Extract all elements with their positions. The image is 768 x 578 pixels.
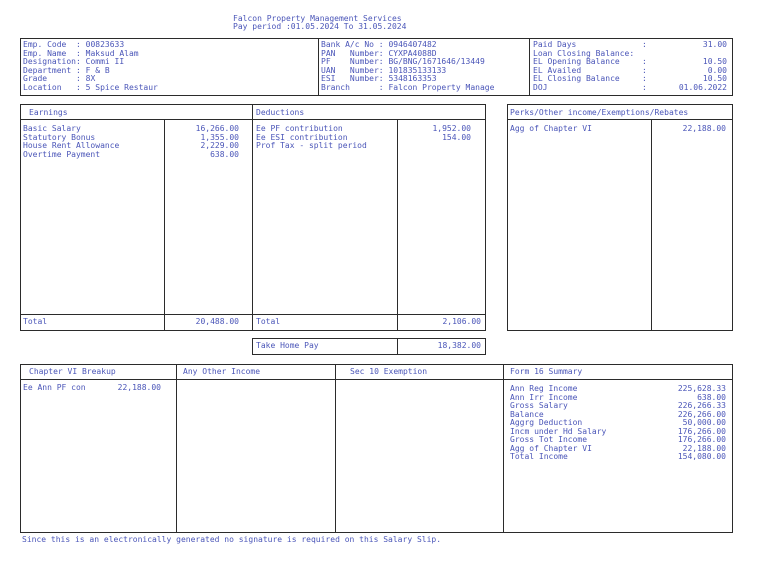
chapter6-header: Chapter VI Breakup bbox=[29, 367, 116, 376]
deductions-total-label: Total bbox=[256, 317, 281, 326]
department-row: Department : F & B bbox=[23, 65, 110, 75]
deductions-header: Deductions bbox=[256, 108, 305, 117]
deductions-amounts bbox=[399, 125, 471, 151]
deduction-item-amount: 1,952.00 bbox=[432, 124, 471, 133]
form16-item-label: Ann Irr Income bbox=[510, 392, 578, 402]
emp-name-row: Emp. Name : Maksud Alam bbox=[23, 48, 139, 58]
earnings-header: Earnings bbox=[29, 108, 68, 117]
deductions-total: 2,106.00 bbox=[442, 317, 481, 326]
form16-item-amount: 176,266.00 bbox=[677, 435, 726, 444]
earnings-labels bbox=[23, 125, 119, 159]
earning-item-amount: 638.00 bbox=[210, 149, 239, 159]
form16-item-amount: 154,080.00 bbox=[677, 452, 726, 461]
bank-details bbox=[321, 41, 494, 92]
form16-item-amount: 638.00 bbox=[697, 392, 726, 402]
form16-item-label: Total Income bbox=[510, 452, 568, 461]
emp-code: 00823633 bbox=[85, 40, 125, 49]
form16-item-amount: 225,628.33 bbox=[677, 384, 726, 393]
form16-item-label: Ann Reg Income bbox=[510, 384, 578, 393]
earning-item-label: Overtime Payment bbox=[23, 149, 101, 159]
form16-item-amount: 176,266.00 bbox=[677, 426, 726, 436]
pay-period-label: Pay period : bbox=[233, 22, 291, 31]
location-row: Location : 5 Spice Restaur bbox=[23, 82, 158, 92]
pay-period-value: 01.05.2024 To 31.05.2024 bbox=[290, 22, 407, 31]
earning-item-label: Basic Salary bbox=[23, 124, 81, 133]
paid-days: 31.00 bbox=[702, 40, 727, 49]
chapter6-item-label: Ee Ann PF con bbox=[23, 383, 86, 392]
form16-item-label: Balance bbox=[510, 409, 544, 419]
pan-number: CYXPA4088D bbox=[388, 48, 437, 58]
deduction-item-amount: 154.00 bbox=[442, 132, 471, 142]
other-income-header: Any Other Income bbox=[183, 367, 261, 376]
department: F & B bbox=[85, 65, 110, 75]
pf-number: BG/BNG/1671646/13449 bbox=[388, 57, 485, 66]
form16-amounts bbox=[640, 385, 726, 462]
uan-row: UAN Number: 101835133133 bbox=[321, 65, 447, 75]
bank-account-row: Bank A/c No : 0946407482 bbox=[321, 40, 437, 49]
footer-note: Since this is an electronically generated no signature is required on this Salary Slip. bbox=[22, 535, 442, 544]
perk-item-label: Agg of Chapter VI bbox=[510, 124, 592, 133]
designation-row: Designation: Commi II bbox=[23, 57, 125, 66]
uan-number: 101835133133 bbox=[388, 65, 447, 75]
attendance-details bbox=[533, 41, 727, 92]
form16-item-label: Gross Tot Income bbox=[510, 435, 588, 444]
take-home-label: Take Home Pay bbox=[256, 341, 319, 350]
earning-item-amount: 2,229.00 bbox=[200, 141, 239, 150]
earning-item-amount: 1,355.00 bbox=[200, 132, 239, 142]
sec10-header: Sec 10 Exemption bbox=[350, 367, 428, 376]
earning-item-amount: 16,266.00 bbox=[195, 124, 239, 133]
take-home-pay: 18,382.00 bbox=[437, 341, 481, 350]
esi-number: 5348163353 bbox=[388, 74, 437, 83]
deduction-item-label: Prof Tax - split period bbox=[256, 141, 367, 150]
form16-item-amount: 226,266.00 bbox=[677, 409, 726, 419]
perks-header: Perks/Other income/Exemptions/Rebates bbox=[510, 108, 689, 117]
form16-labels bbox=[510, 385, 606, 462]
deduction-item-label: Ee PF contribution bbox=[256, 124, 343, 133]
form16-item-label: Incm under Hd Salary bbox=[510, 426, 607, 436]
form16-item-label: Agg of Chapter VI bbox=[510, 443, 592, 453]
branch-row: Branch : Falcon Property Manage bbox=[321, 82, 495, 92]
perks-box bbox=[507, 104, 733, 331]
earnings-amounts bbox=[166, 125, 239, 159]
location: 5 Spice Restaur bbox=[85, 82, 158, 92]
pan-row: PAN Number: CYXPA4088D bbox=[321, 48, 437, 58]
emp-name: Maksud Alam bbox=[85, 48, 139, 58]
earnings-total: 20,488.00 bbox=[195, 317, 239, 326]
grade-row: Grade : 8X bbox=[23, 74, 96, 83]
branch: Falcon Property Manage bbox=[388, 82, 495, 92]
grade: 8X bbox=[85, 74, 96, 83]
el-availed-row: EL Availed : 0.00 bbox=[533, 65, 727, 75]
form16-item-label: Gross Salary bbox=[510, 401, 568, 410]
el-opening: 10.50 bbox=[702, 57, 727, 66]
deduction-item-amount bbox=[399, 142, 471, 151]
doj: 01.06.2022 bbox=[678, 82, 727, 92]
designation: Commi II bbox=[85, 57, 125, 66]
el-closing: 10.50 bbox=[702, 74, 727, 83]
form16-header: Form 16 Summary bbox=[510, 367, 583, 376]
el-availed: 0.00 bbox=[707, 65, 727, 75]
employee-details bbox=[23, 41, 158, 92]
earnings-total-label: Total bbox=[23, 317, 48, 326]
pay-period bbox=[233, 23, 406, 32]
emp-code-row: Emp. Code : 00823633 bbox=[23, 40, 125, 49]
earning-item-label: Statutory Bonus bbox=[23, 132, 96, 142]
form16-item-label: Aggrg Deduction bbox=[510, 418, 583, 427]
bank-account: 0946407482 bbox=[388, 40, 437, 49]
pf-row: PF Number: BG/BNG/1671646/13449 bbox=[321, 57, 485, 66]
esi-row: ESI Number: 5348163353 bbox=[321, 74, 437, 83]
chapter6-item-amount: 22,188.00 bbox=[117, 383, 161, 392]
form16-item-amount: 226,266.33 bbox=[677, 401, 726, 410]
el-opening-row: EL Opening Balance : 10.50 bbox=[533, 57, 727, 66]
doj-row: DOJ : 01.06.2022 bbox=[533, 82, 727, 92]
el-closing-row: EL Closing Balance : 10.50 bbox=[533, 74, 727, 83]
paid-days-row: Paid Days : 31.00 bbox=[533, 40, 727, 49]
company-name: Falcon Property Management Services bbox=[233, 14, 402, 23]
deduction-item-label: Ee ESI contribution bbox=[256, 132, 348, 142]
deductions-labels bbox=[256, 125, 367, 151]
earning-item-label: House Rent Allowance bbox=[23, 141, 120, 150]
form16-item-amount: 50,000.00 bbox=[682, 418, 726, 427]
form16-item-amount: 22,188.00 bbox=[682, 443, 726, 453]
loan-row: Loan Closing Balance: bbox=[533, 48, 635, 58]
perk-item-amount: 22,188.00 bbox=[682, 124, 726, 133]
